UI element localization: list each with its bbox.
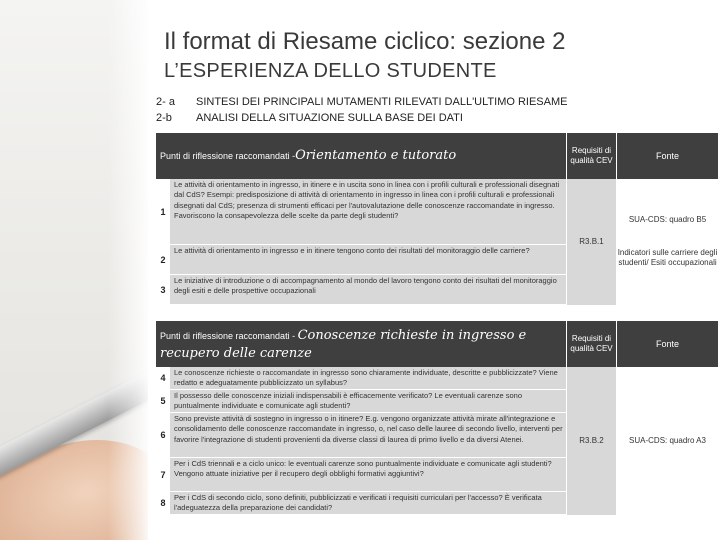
code-text: ANALISI DELLA SITUAZIONE SULLA BASE DEI DATI [196, 112, 463, 124]
code-label: 2-b [156, 112, 172, 124]
item-text: Le attività di orientamento in ingresso, in itinere e in uscita sono in linea con i profili culturali e professionali disegnati dal CdS? Esempi: predisposizione di attività di orientamento in ingresso in linea con i profili culturali e professionali disegnati dal CdS; presenza di strumenti efficaci per l'autovalutazione delle conoscenze raccomandate in ingresso. Favoriscono la consapevolezza delle scelte da parte degli studenti? [170, 179, 566, 244]
list-item [156, 179, 566, 245]
header-requirements: Requisiti di qualità CEV [566, 321, 616, 367]
header-prefix: Punti di riflessione raccomandati - [160, 151, 296, 161]
header-source: Fonte [616, 133, 718, 179]
table-body [156, 179, 718, 305]
header-requirements: Requisiti di qualità CEV [566, 133, 616, 179]
item-list [156, 367, 566, 515]
item-number: 1 [156, 179, 170, 244]
header-source: Fonte [616, 321, 718, 367]
item-list [156, 179, 566, 305]
list-item [156, 413, 566, 458]
item-number: 5 [156, 390, 170, 412]
header-topic: Conoscenze richieste in ingresso e recupero delle carenze [160, 328, 527, 361]
code-row [156, 110, 567, 126]
code-text: SINTESI DEI PRINCIPALI MUTAMENTI RILEVATI DALL'ULTIMO RIESAME [196, 96, 568, 108]
header-title [156, 133, 566, 179]
requirement-code: R3.B.2 [566, 367, 616, 515]
header-prefix: Punti di riflessione raccomandati - [160, 331, 298, 341]
item-text: Le conoscenze richieste o raccomandate in ingresso sono chiaramente individuate, descritte e pubblicizzate? Viene redatto e adeguatamente pubblicizzato un syllabus? [170, 367, 566, 389]
requirement-code: R3.B.1 [566, 179, 616, 305]
item-number: 3 [156, 275, 170, 304]
slide-title: Il format di Riesame ciclico: sezione 2 [164, 28, 566, 55]
code-label: 2- a [156, 96, 175, 108]
slide-subtitle: L’ESPERIENZA DELLO STUDENTE [164, 60, 497, 82]
list-item [156, 458, 566, 492]
source-cell [616, 179, 718, 305]
section-codes [156, 94, 567, 126]
item-text: Per i CdS triennali e a ciclo unico: le eventuali carenze sono puntualmente individuate e comunicate agli studenti? Vengono attuate iniziative per il recupero degli obblighi formativi aggiuntivi? [170, 458, 566, 491]
table-orientamento [156, 133, 718, 305]
list-item [156, 492, 566, 515]
list-item [156, 275, 566, 305]
table-body [156, 367, 718, 515]
item-text: Il possesso delle conoscenze iniziali indispensabili è efficacemente verificato? Le eventuali carenze sono puntualmente individuate e comunicate agli studenti? [170, 390, 566, 412]
photo-fade [108, 0, 148, 540]
item-number: 2 [156, 245, 170, 274]
list-item [156, 390, 566, 413]
item-text: Sono previste attività di sostegno in ingresso o in itinere? E.g. vengono organizzate attività mirate all'integrazione e consolidamento delle conoscenze raccomandate in ingresso, o, nel caso delle lauree di secondo livello, interventi per favorire l'integrazione di studenti provenienti da diverse classi di laurea di primo livello e da diversi Atenei. [170, 413, 566, 457]
item-number: 6 [156, 413, 170, 457]
table-conoscenze [156, 321, 718, 515]
source-text: Indicatori sulle carriere degli studenti/ Esiti occupazionali [617, 247, 718, 268]
header-title [156, 321, 566, 367]
item-text: Le attività di orientamento in ingresso e in itinere tengono conto dei risultati del monitoraggio delle carriere? [170, 245, 566, 274]
table-header [156, 133, 718, 179]
list-item [156, 367, 566, 390]
list-item [156, 245, 566, 275]
source-cell [616, 367, 718, 515]
item-text: Le iniziative di introduzione o di accompagnamento al mondo del lavoro tengono conto dei risultati del monitoraggio degli esiti e delle prospettive occupazionali [170, 275, 566, 304]
item-number: 8 [156, 492, 170, 514]
code-row [156, 94, 567, 110]
item-text: Per i CdS di secondo ciclo, sono definiti, pubblicizzati e verificati i requisiti curriculari per l'accesso? È verificata l'adeguatezza della preparazione dei candidati? [170, 492, 566, 514]
item-number: 4 [156, 367, 170, 389]
source-text: SUA-CDS: quadro A3 [629, 435, 706, 445]
photo-background [0, 0, 148, 540]
item-number: 7 [156, 458, 170, 491]
table-header [156, 321, 718, 367]
source-text: SUA-CDS: quadro B5 [628, 215, 707, 225]
header-topic: Orientamento e tutorato [295, 148, 457, 163]
